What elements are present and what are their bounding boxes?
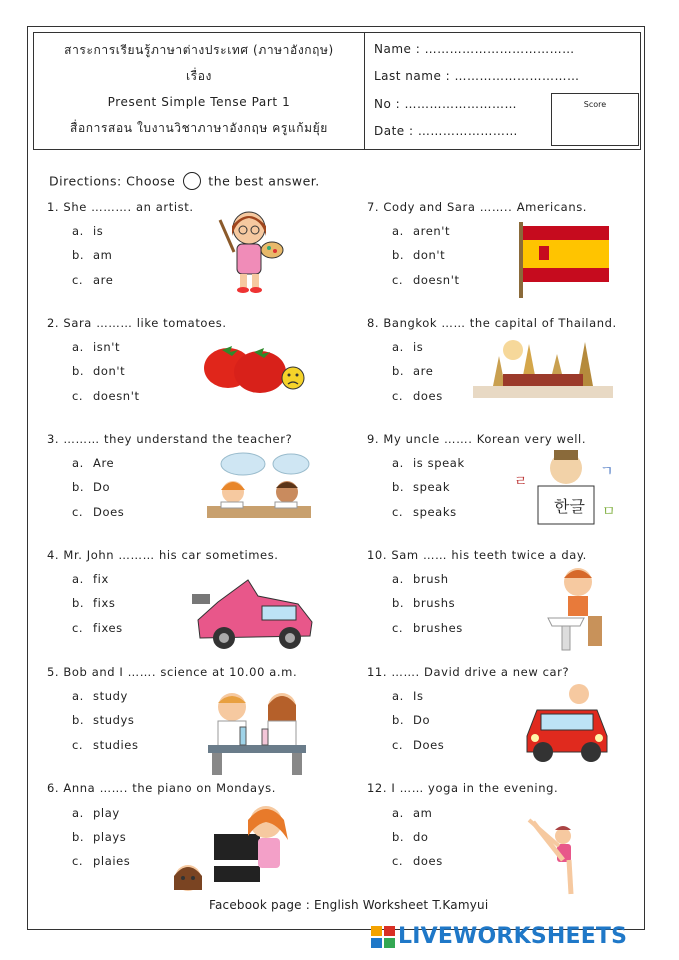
date-field[interactable]: Date : …………………… [374,124,518,138]
option-a[interactable] [392,224,450,238]
option-text: study [93,689,128,703]
question-text: 2. Sara ……… like tomatoes. [47,316,227,330]
option-letter: a. [72,572,84,586]
option-b[interactable] [392,480,450,494]
option-letter: b. [392,596,405,610]
student-info-block [365,33,640,149]
option-letter: b. [72,364,85,378]
option-letter: c. [72,389,84,403]
liveworksheets-logo-icon [371,926,395,948]
score-box [551,93,639,146]
option-letter: a. [392,224,404,238]
option-letter: a. [72,224,84,238]
option-a[interactable] [72,689,128,703]
option-letter: b. [72,480,85,494]
option-c[interactable] [72,738,139,752]
option-letter: c. [72,621,84,635]
option-text: fixes [93,621,123,635]
option-a[interactable] [72,806,120,820]
question-text: 7. Cody and Sara …….. Americans. [367,200,588,214]
option-c[interactable] [72,621,123,635]
option-text: is [93,224,104,238]
option-text: don't [93,364,126,378]
tomatoes-icon [202,338,307,396]
option-a[interactable] [392,340,423,354]
question-text: 3. ……… they understand the teacher? [47,432,293,446]
option-letter: c. [72,273,84,287]
option-text: Does [413,738,445,752]
option-letter: c. [392,621,404,635]
option-a[interactable] [72,572,109,586]
option-text: Are [93,456,115,470]
option-text: play [93,806,120,820]
topic-label: เรื่อง [185,69,212,83]
option-b[interactable] [72,364,125,378]
option-text: doesn't [93,389,140,403]
last-name-field[interactable]: Last name : ………………………… [374,69,580,83]
option-a[interactable] [392,572,449,586]
option-letter: b. [72,596,85,610]
name-field[interactable]: Name : ……………………………… [374,42,575,56]
option-b[interactable] [392,596,455,610]
science-kids-icon [206,687,308,777]
car-repair-icon [188,572,318,652]
number-field[interactable]: No : ……………………… [374,97,517,111]
option-b[interactable] [72,480,110,494]
option-a[interactable] [392,456,465,470]
option-letter: b. [72,830,85,844]
option-a[interactable] [72,224,103,238]
brushing-teeth-icon [544,562,610,652]
option-c[interactable] [392,505,457,519]
question-text: 8. Bangkok …… the capital of Thailand. [367,316,617,330]
option-a[interactable] [392,689,424,703]
option-text: Do [93,480,111,494]
option-letter: a. [392,456,404,470]
option-letter: b. [392,248,405,262]
red-car-icon [523,680,611,768]
option-text: plays [93,830,127,844]
option-text: does [413,389,443,403]
header-title-block [34,33,365,149]
option-c[interactable] [72,389,140,403]
option-text: are [413,364,434,378]
yoga-icon [523,800,603,898]
option-letter: c. [392,738,404,752]
option-text: are [93,273,114,287]
directions-text-end: the best answer. [208,173,320,189]
option-text: am [93,248,113,262]
option-text: aren't [413,224,451,238]
option-letter: b. [392,713,405,727]
option-letter: a. [72,806,84,820]
option-text: studies [93,738,139,752]
option-c[interactable] [392,738,444,752]
option-c[interactable] [392,854,443,868]
option-letter: b. [72,713,85,727]
lesson-title: Present Simple Tense Part 1 [107,95,291,109]
option-c[interactable] [72,854,130,868]
option-letter: c. [72,854,84,868]
option-b[interactable] [72,713,135,727]
option-text: fix [93,572,109,586]
option-text: doesn't [413,273,460,287]
footer-credit: Facebook page : English Worksheet T.Kamyui [209,898,489,912]
question-text: 11. ……. David drive a new car? [367,665,570,679]
piano-girl-icon [160,800,300,900]
option-letter: a. [72,689,84,703]
option-a[interactable] [72,340,120,354]
option-text: fixs [93,596,116,610]
option-letter: c. [72,738,84,752]
option-text: don't [413,248,446,262]
option-text: do [413,830,429,844]
directions [49,173,320,191]
worksheet-header [33,32,641,150]
question-text: 6. Anna ……. the piano on Mondays. [47,781,276,795]
svg-text:ㄱ: ㄱ [600,464,614,480]
score-label: Score [583,100,607,109]
option-b[interactable] [72,248,112,262]
option-b[interactable] [392,248,445,262]
option-c[interactable] [392,389,443,403]
option-b[interactable] [392,830,429,844]
option-letter: a. [392,689,404,703]
temple-icon [473,336,613,400]
option-letter: c. [392,389,404,403]
option-b[interactable] [72,830,126,844]
option-c[interactable] [72,505,124,519]
option-text: plaies [93,854,131,868]
option-c[interactable] [392,273,460,287]
option-letter: c. [392,273,404,287]
girl-artist-icon [212,206,286,294]
question-text: 1. She ………. an artist. [47,200,194,214]
option-letter: a. [392,572,404,586]
question-text: 4. Mr. John ……… his car sometimes. [47,548,279,562]
option-letter: a. [72,456,84,470]
option-text: is speak [413,456,465,470]
question-text: 5. Bob and I ……. science at 10.00 a.m. [47,665,298,679]
option-letter: a. [392,340,404,354]
option-b[interactable] [72,596,115,610]
option-letter: c. [72,505,84,519]
svg-text:한글: 한글 [554,497,585,516]
option-c[interactable] [72,273,113,287]
option-text: brush [413,572,449,586]
spain-flag-icon [519,222,611,298]
option-letter: b. [392,364,405,378]
option-text: Is [413,689,424,703]
subject-line: สาระการเรียนรู้ภาษาต่างประเทศ (ภาษาอังกฤษ) [64,43,334,57]
option-text: speak [413,480,451,494]
question-text: 10. Sam …… his teeth twice a day. [367,548,587,562]
option-letter: b. [392,830,405,844]
option-letter: a. [392,806,404,820]
circle-icon [183,172,201,190]
question-text: 9. My uncle ……. Korean very well. [367,432,587,446]
directions-text: Directions: Choose [49,173,176,189]
option-a[interactable] [392,806,432,820]
question-text: 12. I …… yoga in the evening. [367,781,559,795]
option-letter: c. [392,505,404,519]
option-b[interactable] [392,713,430,727]
option-letter: b. [392,480,405,494]
teacher-line: สื่อการสอน ใบงานวิชาภาษาอังกฤษ ครูแก้มยุ้ย [70,121,328,135]
students-icon [203,452,313,520]
option-text: does [413,854,443,868]
option-c[interactable] [392,621,463,635]
option-text: Does [93,505,125,519]
option-text: speaks [413,505,457,519]
option-text: isn't [93,340,121,354]
option-text: is [413,340,424,354]
svg-text:ㄹ: ㄹ [514,474,528,490]
option-text: brushs [413,596,456,610]
liveworksheets-logo[interactable]: LIVEWORKSHEETS [398,924,628,949]
option-letter: c. [392,854,404,868]
option-letter: a. [72,340,84,354]
option-text: am [413,806,433,820]
option-a[interactable] [72,456,114,470]
korean-man-icon [510,446,618,536]
svg-text:ㅁ: ㅁ [602,504,616,520]
option-text: Do [413,713,431,727]
option-text: brushes [413,621,463,635]
option-text: studys [93,713,135,727]
option-letter: b. [72,248,85,262]
option-b[interactable] [392,364,433,378]
